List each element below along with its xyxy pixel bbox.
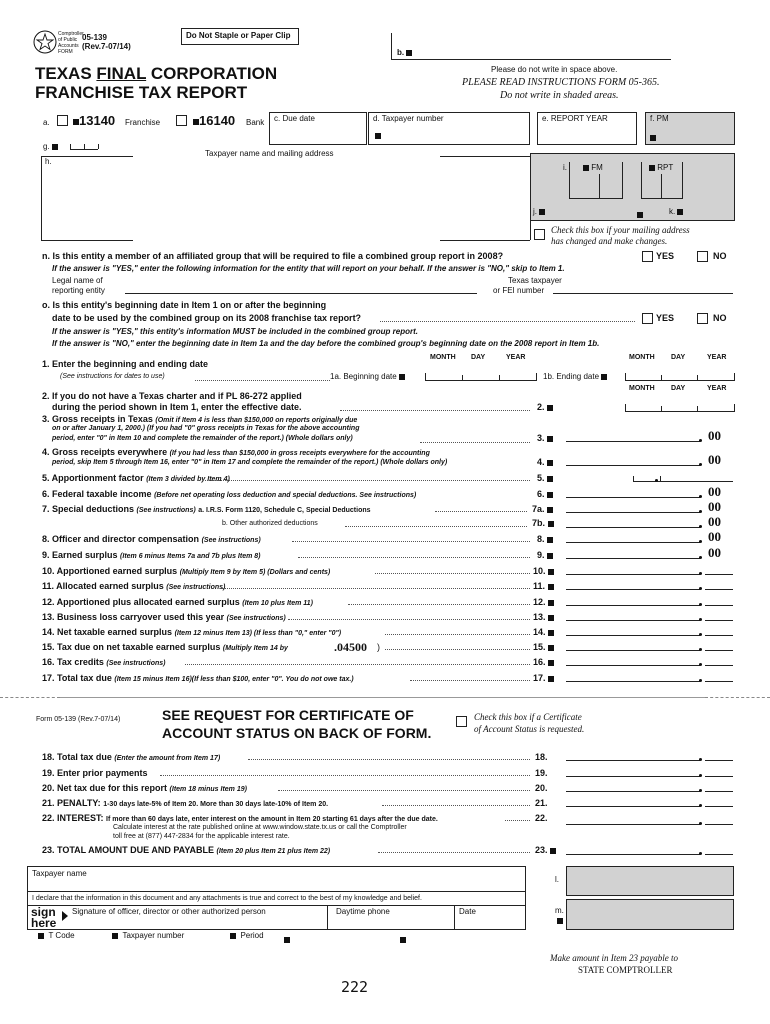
item9-cents: 00: [708, 545, 721, 560]
item8-cents: 00: [708, 529, 721, 544]
item7a-input[interactable]: [566, 512, 700, 513]
page-code: 222: [341, 978, 369, 996]
item22-input[interactable]: [566, 824, 700, 825]
item7a-cents: 00: [708, 499, 721, 514]
item22-label: 22. INTEREST: If more than 60 days late, enter interest on the amount in Item 20 starting 61 days after the due date.: [42, 813, 438, 823]
item16-cents-line: [705, 665, 733, 666]
question-n: n. Is this entity a member of an affiliated group that will be required to file a combined group report in 2008?: [42, 251, 504, 261]
rpt-divider: [661, 174, 662, 198]
item4-sub2: period, skip Item 5 through Item 16, enter "0" in Item 17 and complete the remainder of the report.) (Whole dollars only): [52, 459, 448, 466]
item6-label: 6. Federal taxable income (Before net operating loss deduction and special deductions. See instructions): [42, 489, 417, 499]
item7b-cents: 00: [708, 514, 721, 529]
item2-leader: [340, 410, 530, 411]
item18-leader: [248, 759, 530, 760]
item22-num: 22.: [535, 813, 548, 823]
item11-label: 11. Allocated earned surplus (See instructions): [42, 581, 226, 591]
sign-here: sign here: [31, 905, 57, 930]
franchise-code: 13140: [73, 113, 115, 128]
question-n-note: If the answer is "YES," enter the following information for the entity that will report on your behalf. If the answer is "NO," skip to Item 1.: [52, 264, 565, 273]
question-o-line1: o. Is this entity's beginning date in Item 1 on or after the beginning: [42, 300, 327, 310]
j-label: j.: [533, 207, 545, 216]
item20-leader: [278, 790, 530, 791]
b-box-left: [391, 33, 392, 59]
bank-checkbox[interactable]: [176, 115, 187, 126]
form-revision: (Rev.7-07/14): [82, 42, 131, 51]
declaration: I declare that the information in this document and any attachments is true and correct to the best of my knowledge and belief.: [32, 895, 422, 902]
item19-leader: [160, 775, 530, 776]
item14-input[interactable]: [566, 635, 700, 636]
end-date-input[interactable]: [625, 373, 735, 381]
bank-code: 16140: [193, 113, 235, 128]
h-corner-bottom: [41, 240, 133, 241]
taxpayer-number-field[interactable]: [368, 112, 530, 145]
item21-input[interactable]: [566, 806, 700, 807]
day-head-c: DAY: [671, 385, 686, 392]
item1b-label: 1b. Ending date: [543, 372, 607, 381]
payable-line2: STATE COMPTROLLER: [578, 965, 673, 975]
item3-cents: 00: [708, 428, 721, 443]
item1-sub: (See instructions for dates to use): [60, 373, 165, 380]
sig-col2: [454, 905, 455, 930]
item3-leader: [420, 442, 530, 443]
item10-label: 10. Apportioned earned surplus (Multiply Item 9 by Item 5) (Dollars and cents): [42, 566, 331, 576]
internal-use-box: [530, 153, 735, 221]
item22-leader: [505, 820, 530, 821]
item2-date-input[interactable]: [625, 404, 735, 412]
tp-number-input[interactable]: [553, 293, 733, 294]
item13-input[interactable]: [566, 620, 700, 621]
item21-label: 21. PENALTY: 1-30 days late-5% of Item 20. More than 30 days late-10% of Item 20.: [42, 798, 329, 808]
report-year-field[interactable]: [537, 112, 637, 145]
item11-num: 11.: [533, 581, 554, 591]
franchise-label: Franchise: [125, 118, 161, 127]
bank-label: Bank: [246, 118, 265, 127]
item13-cents-line: [705, 620, 733, 621]
item20-num: 20.: [535, 783, 548, 793]
item2-num: 2.: [537, 402, 553, 412]
item4-label: 4. Gross receipts everywhere (If you had less than $150,000 in gross receipts everywhere for the accounting: [42, 447, 430, 457]
address-change-line2: has changed and make changes.: [551, 236, 668, 246]
item13-label: 13. Business loss carryover used this year (See instructions): [42, 612, 286, 622]
item3-sub2: on or after January 1, 2000.) (If you had "0" gross receipts in Texas for the above accounting: [52, 425, 360, 432]
read-instructions: PLEASE READ INSTRUCTIONS FORM 05-365.: [462, 77, 660, 88]
item18-cents-line: [705, 760, 733, 761]
item18-num: 18.: [535, 752, 548, 762]
item15-label: 15. Tax due on net taxable earned surplus (Multiply Item 14 by: [42, 642, 288, 652]
item14-num: 14.: [533, 627, 554, 637]
item16-label: 16. Tax credits (See instructions): [42, 657, 166, 667]
item11-leader: [222, 588, 530, 589]
item2-label1: 2. If you do not have a Texas charter and if PL 86-272 applied: [42, 391, 302, 401]
item1-leader: [195, 380, 330, 381]
interest-note-2: Calculate interest at the rate published online at www.window.state.tx.us or call the Comptroller: [113, 824, 407, 831]
pm-label: f. PM: [650, 114, 669, 123]
sig-col1: [327, 905, 328, 930]
tear-line-left: [0, 697, 60, 698]
item7a-leader: [435, 511, 527, 512]
fm-divider: [599, 174, 600, 198]
item2-tick1: [661, 406, 662, 411]
item17-num: 17.: [533, 673, 554, 683]
item15-num: 15.: [533, 642, 554, 652]
item16-input[interactable]: [566, 665, 700, 666]
day-head-a: DAY: [471, 354, 486, 361]
o-yes-checkbox[interactable]: [642, 313, 653, 324]
item23-cents-line: [705, 854, 733, 855]
item6-input[interactable]: [566, 497, 700, 498]
year-head-a: YEAR: [506, 354, 526, 361]
address-change-checkbox[interactable]: [534, 229, 545, 240]
l-label: l.: [555, 875, 559, 884]
rpt-label: RPT: [649, 163, 673, 172]
item12-num: 12.: [533, 597, 554, 607]
comptroller-seal: [33, 30, 57, 54]
month-head-b: MONTH: [629, 354, 655, 361]
g-tick-l: [70, 144, 71, 149]
a-label: a.: [43, 118, 50, 127]
item5-leader: [205, 480, 530, 481]
begin-tick1: [462, 375, 463, 380]
tear-line: [60, 697, 705, 698]
item9-leader: [298, 557, 530, 558]
b-label: b.: [397, 48, 412, 57]
item4-input[interactable]: [566, 465, 700, 466]
item7a-num: 7a.: [532, 504, 553, 514]
h-corner-bottom-r: [440, 240, 530, 241]
o-no-label: NO: [713, 313, 727, 323]
item3-sub3: period, enter "0" in Item 10 and complete the remainder of the report.) (Whole dollars only): [52, 435, 353, 442]
item12-leader: [348, 604, 530, 605]
item3-num: 3.: [537, 433, 553, 443]
date-label: Date: [459, 907, 476, 916]
cert-check-2: of Account Status is requested.: [474, 724, 585, 734]
fm-label: FM: [583, 163, 603, 172]
item1-label: 1. Enter the beginning and ending date: [42, 359, 209, 369]
item15-rate: .04500: [334, 640, 367, 654]
item5-label: 5. Apportionment factor (Item 3 divided by Item 4): [42, 473, 230, 483]
h-corner-top: [41, 156, 133, 157]
item17-cents-line: [705, 681, 733, 682]
item23-leader: [378, 852, 530, 853]
item21-num: 21.: [535, 798, 548, 808]
legal-name-label1: Legal name of: [52, 276, 103, 285]
g-tick-m: [84, 144, 85, 149]
item7b-leader: [345, 526, 527, 527]
o-no-checkbox[interactable]: [697, 313, 708, 324]
item8-leader: [292, 541, 530, 542]
end-tick1: [661, 375, 662, 380]
m-label: m.: [555, 906, 564, 915]
item17-leader: [410, 680, 530, 681]
begin-date-input[interactable]: [425, 373, 537, 381]
item13-num: 13.: [533, 612, 554, 622]
item10-leader: [375, 573, 530, 574]
t-code: T Code: [38, 931, 75, 940]
taxpayer-name-label: Taxpayer name: [32, 869, 87, 878]
item18-input[interactable]: [566, 760, 700, 761]
question-o-note1: If the answer is "YES," this entity's information MUST be included in the combined group report.: [52, 327, 418, 336]
item8-label: 8. Officer and director compensation (See instructions): [42, 534, 261, 544]
item6-num: 6.: [537, 489, 553, 499]
item2-label2: during the period shown in Item 1, enter the effective date.: [52, 402, 302, 412]
sig-label: Signature of officer, director or other authorized person: [72, 907, 266, 916]
k-label: k.: [669, 207, 683, 216]
item23-label: 23. TOTAL AMOUNT DUE AND PAYABLE (Item 20 plus Item 21 plus Item 22): [42, 845, 331, 855]
question-o-line2: date to be used by the combined group on its 2008 franchise tax report?: [52, 313, 362, 323]
item12-label: 12. Apportioned plus allocated earned surplus (Item 10 plus Item 11): [42, 597, 313, 607]
staple-note: Do Not Staple or Paper Clip: [186, 31, 291, 40]
n-yes-checkbox[interactable]: [642, 251, 653, 262]
item10-cents-line: [705, 574, 733, 575]
item2-tick2: [697, 406, 698, 411]
item23-input[interactable]: [566, 854, 700, 855]
item22-cents-line: [705, 824, 733, 825]
i-label: i.: [563, 163, 567, 172]
o-yes-label: YES: [656, 313, 675, 323]
cert-heading-1: SEE REQUEST FOR CERTIFICATE OF: [162, 707, 414, 723]
item14-cents-line: [705, 635, 733, 636]
item14-label: 14. Net taxable earned surplus (Item 12 minus Item 13) (If less than "0," enter "0"): [42, 627, 342, 637]
franchise-checkbox[interactable]: [57, 115, 68, 126]
item23-num: 23.: [535, 845, 556, 855]
item15-input[interactable]: [566, 650, 700, 651]
seal-text: Comptroller of Public Accounts FORM: [58, 31, 84, 55]
cert-heading-2: ACCOUNT STATUS ON BACK OF FORM.: [162, 725, 432, 741]
legal-name-input[interactable]: [125, 293, 477, 294]
item7b-num: 7b.: [532, 518, 554, 528]
month-head-a: MONTH: [430, 354, 456, 361]
item14-leader: [385, 634, 530, 635]
item20-input[interactable]: [566, 791, 700, 792]
item12-cents-line: [705, 605, 733, 606]
h-label: h.: [45, 157, 52, 166]
item7-label: 7. Special deductions (See instructions) a. I.R.S. Form 1120, Schedule C, Special Deductions: [42, 504, 371, 514]
certificate-checkbox[interactable]: [456, 716, 467, 727]
legal-name-label2: reporting entity: [52, 286, 105, 295]
item9-input[interactable]: [566, 558, 700, 559]
payable-line1: Make amount in Item 23 payable to: [550, 953, 678, 963]
item7b-label: b. Other authorized deductions: [222, 520, 318, 527]
n-yes-label: YES: [656, 251, 675, 261]
interest-note-3: toll free at (877) 447-2834 for the applicable interest rate.: [113, 833, 290, 840]
pm-field: [645, 112, 735, 145]
name-address-label: Taxpayer name and mailing address: [205, 149, 334, 158]
item16-leader: [185, 664, 530, 665]
begin-tick2: [499, 375, 500, 380]
l-box: [566, 866, 734, 896]
item3-label: 3. Gross receipts in Texas (Omit if Item 4 is less than $150,000 on reports originally due: [42, 414, 358, 424]
item5-tick2: [660, 476, 661, 481]
tp-number-label2: or FEI number: [493, 286, 545, 295]
fm-box: [569, 162, 623, 199]
shaded-note: Do not write in shaded areas.: [500, 90, 619, 101]
item3-input[interactable]: [566, 441, 700, 442]
item19-cents-line: [705, 776, 733, 777]
form-number: 05-139: [82, 33, 107, 42]
n-no-checkbox[interactable]: [697, 251, 708, 262]
question-o-note2: If the answer is "NO," enter the beginning date in Item 1a and the day before the combined group's beginning date on the 2008 report in Item 1b.: [52, 339, 600, 348]
tp-number-code: Taxpayer number: [112, 931, 184, 940]
item15-close: ): [377, 642, 380, 652]
item16-num: 16.: [533, 657, 554, 667]
g-label: g.: [43, 142, 58, 151]
item15-cents-line: [705, 650, 733, 651]
day-head-b: DAY: [671, 354, 686, 361]
item17-label: 17. Total tax due (Item 15 minus Item 16)(If less than $100, enter "0". You do not owe tax.): [42, 673, 354, 683]
seal-star-icon: [33, 30, 57, 54]
cert-check-1: Check this box if a Certificate: [474, 712, 582, 722]
item20-label: 20. Net tax due for this report (Item 18 minus Item 19): [42, 783, 247, 793]
staple-note-box: [181, 28, 299, 45]
n-no-label: NO: [713, 251, 727, 261]
b-box-bottom: [391, 59, 671, 60]
period-code: Period: [230, 931, 264, 940]
due-date-field[interactable]: [269, 112, 367, 145]
month-head-c: MONTH: [629, 385, 655, 392]
h-corner-top-r: [440, 156, 530, 157]
h-corner-left: [41, 156, 42, 240]
year-head-c: YEAR: [707, 385, 727, 392]
item15-leader: [385, 649, 530, 650]
item19-input[interactable]: [566, 776, 700, 777]
lower-form-number: Form 05-139 (Rev.7-07/14): [36, 716, 121, 723]
tp-number-label1: Texas taxpayer: [508, 276, 562, 285]
tear-line-right: [705, 697, 770, 698]
no-write-note: Please do not write in space above.: [491, 65, 618, 74]
item10-input[interactable]: [566, 574, 700, 575]
item13-leader: [288, 619, 530, 620]
item12-input[interactable]: [566, 605, 700, 606]
item7b-input[interactable]: [566, 527, 700, 528]
item8-input[interactable]: [566, 542, 700, 543]
item17-input[interactable]: [566, 681, 700, 682]
m-box: [566, 899, 734, 930]
item19-label: 19. Enter prior payments: [42, 768, 148, 778]
report-year-label: e. REPORT YEAR: [542, 114, 608, 123]
sign-arrow-icon: [62, 911, 68, 921]
item19-num: 19.: [535, 768, 548, 778]
taxpayer-number-label: d. Taxpayer number: [373, 114, 444, 123]
item5-input[interactable]: [633, 481, 733, 482]
item21-cents-line: [705, 806, 733, 807]
sig-divider: [28, 891, 525, 892]
item4-num: 4.: [537, 457, 553, 467]
year-head-b: YEAR: [707, 354, 727, 361]
item5-tick: [633, 476, 634, 481]
sig-divider-2: [28, 905, 525, 906]
item11-input[interactable]: [566, 589, 700, 590]
due-date-label: c. Due date: [274, 114, 315, 123]
item11-cents-line: [705, 589, 733, 590]
phone-label: Daytime phone: [336, 907, 390, 916]
item21-leader: [382, 805, 530, 806]
item8-num: 8.: [537, 534, 553, 544]
item4-cents: 00: [708, 452, 721, 467]
signature-block: [27, 866, 526, 930]
item5-num: 5.: [537, 473, 553, 483]
form-title-line1: TEXAS FINAL CORPORATION: [35, 64, 278, 83]
item1a-label: 1a. Beginning date: [330, 372, 405, 381]
o-leader: [380, 321, 635, 322]
rpt-box: [641, 162, 683, 199]
item20-cents-line: [705, 791, 733, 792]
item18-label: 18. Total tax due (Enter the amount from Item 17): [42, 752, 221, 762]
form-title-line2: FRANCHISE TAX REPORT: [35, 83, 248, 102]
address-change-line1: Check this box if your mailing address: [551, 225, 690, 235]
item6-cents: 00: [708, 484, 721, 499]
item10-num: 10.: [533, 566, 554, 576]
g-line: [70, 149, 98, 150]
item9-label: 9. Earned surplus (Item 6 minus Items 7a and 7b plus Item 8): [42, 550, 261, 560]
item9-num: 9.: [537, 550, 553, 560]
g-tick-r: [98, 144, 99, 149]
end-tick2: [697, 375, 698, 380]
